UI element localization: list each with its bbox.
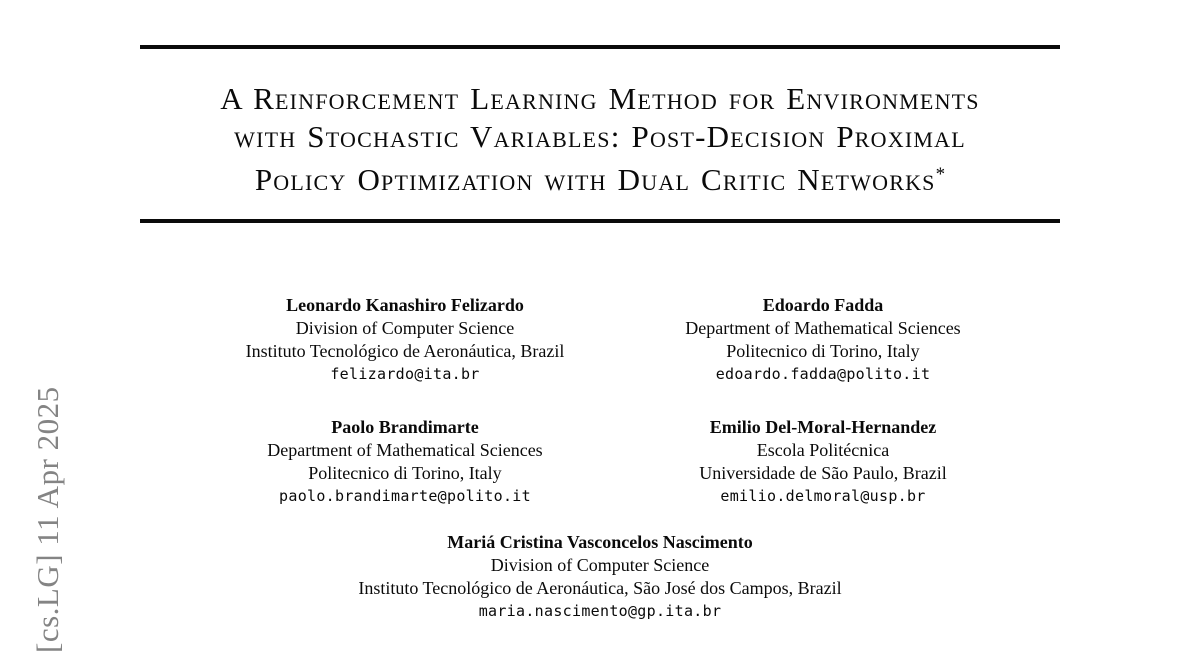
author-email: emilio.delmoral@usp.br: [720, 487, 926, 505]
arxiv-category-date-watermark: [cs.LG] 11 Apr 2025: [30, 386, 65, 653]
author-department: Division of Computer Science: [295, 318, 515, 338]
author-email: paolo.brandimarte@polito.it: [279, 487, 531, 505]
title-line-3: [100, 156, 1100, 199]
author-block-fadda: [623, 294, 1023, 386]
author-email: maria.nascimento@gp.ita.br: [478, 602, 722, 620]
author-name: Mariá Cristina Vasconcelos Nascimento: [447, 532, 753, 552]
author-block-del-moral-hernandez: [623, 416, 1023, 508]
author-institution: Instituto Tecnológico de Aeronáutica, Brazil: [245, 341, 565, 361]
author-block-felizardo: [205, 294, 605, 386]
title-line-1: A Reinforcement Learning Method for Environments: [220, 81, 980, 116]
author-name: Paolo Brandimarte: [331, 417, 479, 437]
title-line-2: with Stochastic Variables: Post-Decision Proximal: [234, 119, 966, 154]
author-block-brandimarte: [205, 416, 605, 508]
author-institution: Universidade de São Paulo, Brazil: [699, 463, 947, 483]
title-footnote-marker: *: [935, 164, 946, 185]
author-institution: Instituto Tecnológico de Aeronáutica, São José dos Campos, Brazil: [358, 578, 842, 598]
title-line-3-text: Policy Optimization with Dual Critic Networks: [254, 162, 936, 197]
author-institution: Politecnico di Torino, Italy: [308, 463, 502, 483]
author-institution: Politecnico di Torino, Italy: [726, 341, 920, 361]
author-department: Division of Computer Science: [490, 555, 710, 575]
paper-title: [100, 80, 1100, 199]
author-name: Edoardo Fadda: [762, 295, 884, 315]
author-block-nascimento: [280, 531, 920, 623]
title-rule-bottom: [140, 219, 1060, 223]
title-rule-top: [140, 45, 1060, 49]
author-department: Department of Mathematical Sciences: [685, 318, 961, 338]
author-name: Emilio Del-Moral-Hernandez: [709, 417, 937, 437]
author-email: edoardo.fadda@polito.it: [715, 365, 931, 383]
author-department: Department of Mathematical Sciences: [267, 440, 543, 460]
author-email: felizardo@ita.br: [330, 365, 480, 383]
author-name: Leonardo Kanashiro Felizardo: [286, 295, 524, 315]
author-department: Escola Politécnica: [756, 440, 890, 460]
